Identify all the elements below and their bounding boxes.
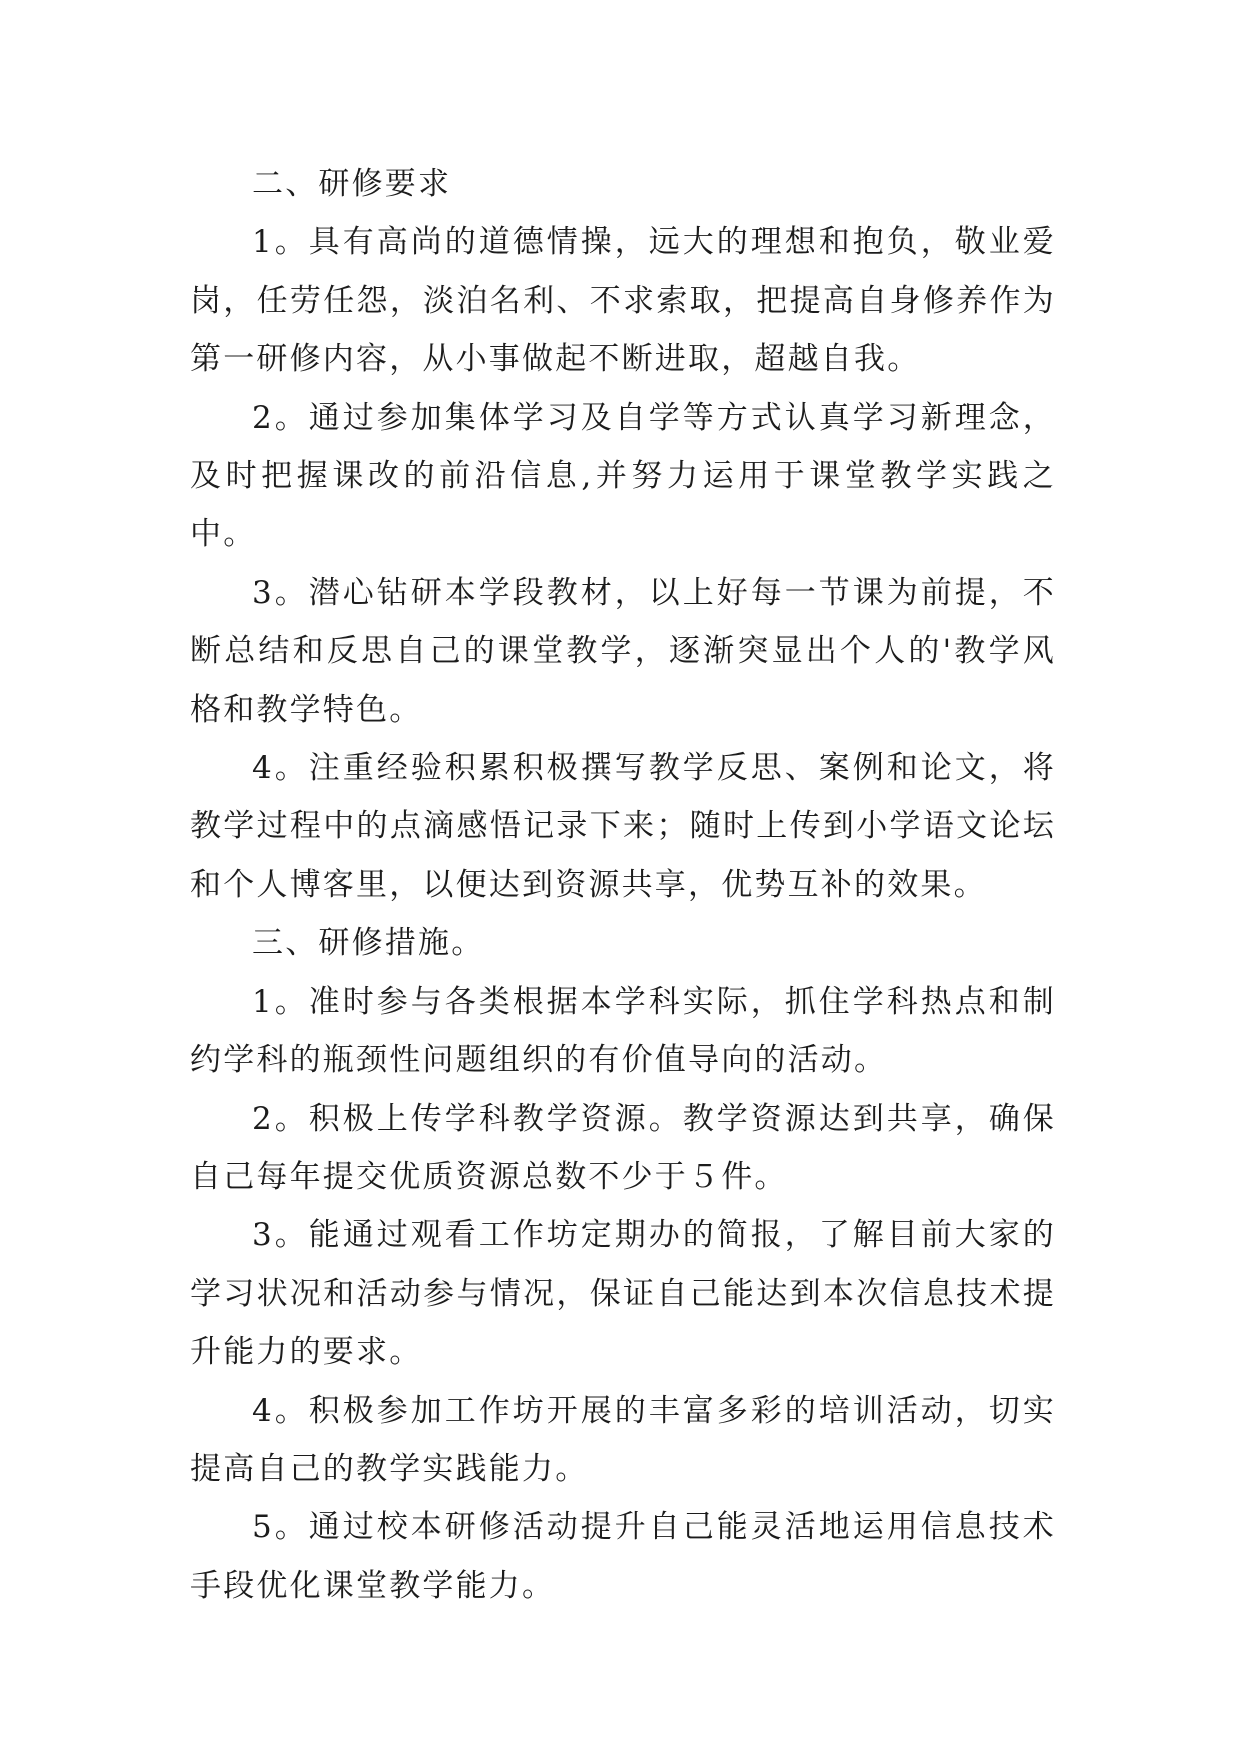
measure-item-2: 2。积极上传学科教学资源。教学资源达到共享，确保自己每年提交优质资源总数不少于５件。: [190, 1100, 1056, 1195]
requirement-item-4: 4。注重经验积累积极撰写教学反思、案例和论文，将教学过程中的点滴感悟记录下来；随时上传到小学语文论坛和个人博客里，以便达到资源共享，优势互补的效果。: [190, 750, 1056, 903]
measure-item-5: 5。通过校本研修活动提升自己能灵活地运用信息技术手段优化课堂教学能力。: [190, 1509, 1056, 1604]
section-heading-requirements: 二、研修要求: [252, 166, 452, 202]
requirement-item-3: 3。潜心钻研本学段教材，以上好每一节课为前提，不断总结和反思自己的课堂教学，逐渐突显出个人的'教学风格和教学特色。: [190, 574, 1056, 728]
requirement-item-2: 2。通过参加集体学习及自学等方式认真学习新理念，及时把握课改的前沿信息,并努力运用于课堂教学实践之中。: [190, 399, 1056, 553]
measure-item-1: 1。准时参与各类根据本学科实际，抓住学科热点和制约学科的瓶颈性问题组织的有价值导向的活动。: [190, 983, 1056, 1079]
document-body: [190, 155, 1056, 1615]
section-heading-measures: 三、研修措施。: [252, 925, 485, 962]
requirement-item-1: 1。具有高尚的道德情操，远大的理想和抱负，敬业爱岗，任劳任怨，淡泊名利、不求索取，把提高自身修养作为第一研修内容，从小事做起不断进取，超越自我。: [190, 224, 1056, 378]
measure-item-3: 3。能通过观看工作坊定期办的简报，了解目前大家的学习状况和活动参与情况，保证自己能达到本次信息技术提升能力的要求。: [190, 1217, 1056, 1371]
measure-item-4: 4。积极参加工作坊开展的丰富多彩的培训活动，切实提高自己的教学实践能力。: [190, 1392, 1056, 1487]
